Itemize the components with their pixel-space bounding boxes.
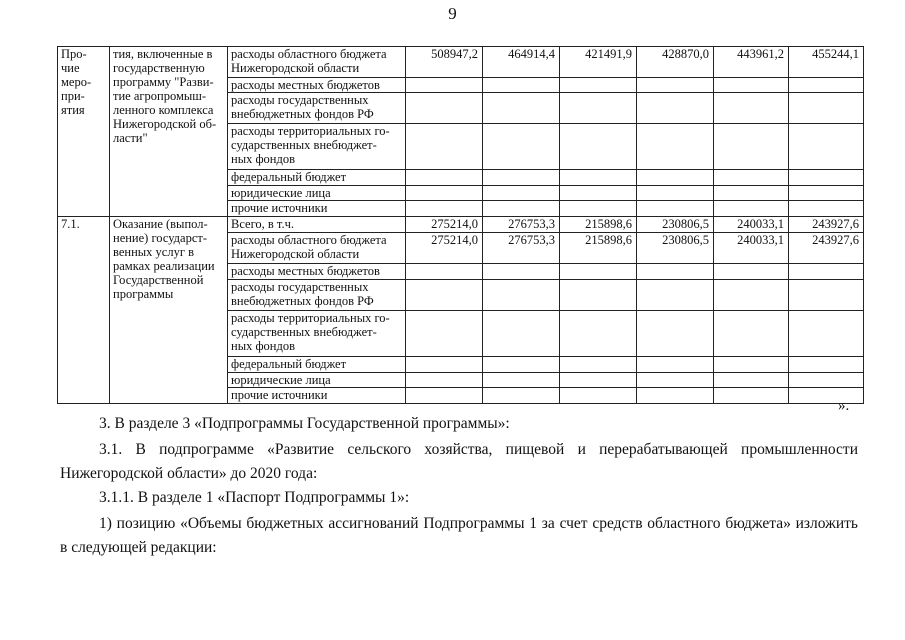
funding-source-cell: юридические лица — [228, 373, 406, 388]
amount-cell — [406, 373, 483, 388]
amount-cell — [483, 78, 560, 93]
amount-cell — [483, 280, 560, 311]
amount-cell — [789, 373, 864, 388]
amount-cell — [560, 388, 637, 404]
amount-cell — [789, 93, 864, 124]
amount-cell — [406, 388, 483, 404]
amount-cell — [714, 280, 789, 311]
amount-cell: 275214,0 — [406, 233, 483, 264]
funding-source-cell: расходы территориальных го- сударственных внебюджет- ных фондов — [228, 124, 406, 170]
funding-source-cell: расходы областного бюджета Нижегородской области — [228, 47, 406, 78]
amount-cell — [406, 78, 483, 93]
amount-cell — [789, 186, 864, 201]
amount-cell — [637, 186, 714, 201]
amount-cell — [789, 357, 864, 373]
amount-cell — [714, 311, 789, 357]
amount-cell — [406, 264, 483, 280]
funding-source-cell: расходы местных бюджетов — [228, 78, 406, 93]
funding-source-cell: расходы территориальных го- сударственных внебюджет- ных фондов — [228, 311, 406, 357]
amount-cell — [789, 388, 864, 404]
amount-cell — [789, 264, 864, 280]
amount-cell — [637, 93, 714, 124]
amount-cell: 243927,6 — [789, 217, 864, 233]
amount-cell: 215898,6 — [560, 233, 637, 264]
page-number: 9 — [448, 4, 457, 23]
funding-source-cell: федеральный бюджет — [228, 170, 406, 186]
amount-cell — [560, 78, 637, 93]
amount-cell — [714, 388, 789, 404]
amount-cell — [789, 280, 864, 311]
amount-cell — [483, 373, 560, 388]
amount-cell — [789, 170, 864, 186]
funding-source-cell: прочие источники — [228, 388, 406, 404]
budget-table — [57, 46, 864, 404]
funding-source-cell: федеральный бюджет — [228, 357, 406, 373]
amount-cell: 240033,1 — [714, 233, 789, 264]
amount-cell — [406, 357, 483, 373]
item-number-cell: Про- чие меро- при- ятия — [58, 47, 110, 217]
amount-cell: 240033,1 — [714, 217, 789, 233]
amount-cell — [406, 93, 483, 124]
amount-cell — [789, 78, 864, 93]
table-end-mark: ». — [838, 398, 850, 414]
amount-cell: 455244,1 — [789, 47, 864, 78]
amount-cell — [637, 124, 714, 170]
item-name-cell: тия, включенные в государственную программу "Разви- тие агропромыш- ленного комплекса Нижегородской об- ласти" — [110, 47, 228, 217]
amount-cell — [714, 201, 789, 217]
paragraph-subprogram: 3.1. В подпрограмме «Развитие сельского хозяйства, пищевой и перерабатывающей промышленности Нижегородской области» до 2020 года: — [60, 441, 858, 482]
amount-cell — [483, 124, 560, 170]
amount-cell — [637, 311, 714, 357]
amount-cell — [637, 170, 714, 186]
amount-cell — [560, 186, 637, 201]
amount-cell — [714, 124, 789, 170]
amount-cell — [406, 311, 483, 357]
amount-cell — [637, 201, 714, 217]
amount-cell — [483, 357, 560, 373]
amount-cell — [637, 357, 714, 373]
amount-cell — [483, 93, 560, 124]
amount-cell: 464914,4 — [483, 47, 560, 78]
amount-cell — [714, 373, 789, 388]
amount-cell — [560, 373, 637, 388]
funding-source-cell: Всего, в т.ч. — [228, 217, 406, 233]
amount-cell — [560, 280, 637, 311]
funding-source-cell: расходы государственных внебюджетных фондов РФ — [228, 280, 406, 311]
amount-cell — [483, 264, 560, 280]
amount-cell: 215898,6 — [560, 217, 637, 233]
amount-cell — [406, 280, 483, 311]
amount-cell — [560, 311, 637, 357]
amount-cell: 428870,0 — [637, 47, 714, 78]
amount-cell — [714, 357, 789, 373]
amount-cell — [406, 124, 483, 170]
amount-cell: 443961,2 — [714, 47, 789, 78]
amount-cell — [560, 170, 637, 186]
amount-cell — [560, 201, 637, 217]
item-number-cell: 7.1. — [58, 217, 110, 404]
amount-cell — [483, 388, 560, 404]
amount-cell — [406, 186, 483, 201]
amount-cell — [560, 264, 637, 280]
funding-source-cell: прочие источники — [228, 201, 406, 217]
amount-cell — [483, 311, 560, 357]
amount-cell: 230806,5 — [637, 233, 714, 264]
amount-cell — [406, 170, 483, 186]
amount-cell — [637, 373, 714, 388]
paragraph-position: 1) позицию «Объемы бюджетных ассигнований Подпрограммы 1 за счет средств областного бюджета» изложить в следующей редакции: — [60, 515, 858, 556]
amount-cell — [560, 357, 637, 373]
amount-cell — [789, 201, 864, 217]
paragraph-section-3: 3. В разделе 3 «Подпрограммы Государственной программы»: — [99, 415, 510, 432]
amount-cell — [714, 93, 789, 124]
amount-cell: 275214,0 — [406, 217, 483, 233]
amount-cell: 276753,3 — [483, 217, 560, 233]
amount-cell — [483, 186, 560, 201]
amount-cell — [406, 201, 483, 217]
amount-cell — [637, 264, 714, 280]
amount-cell — [637, 280, 714, 311]
item-name-cell: Оказание (выпол- нение) государст- венных услуг в рамках реализации Государственной программы — [110, 217, 228, 404]
funding-source-cell: расходы государственных внебюджетных фондов РФ — [228, 93, 406, 124]
amount-cell — [483, 170, 560, 186]
funding-source-cell: расходы областного бюджета Нижегородской области — [228, 233, 406, 264]
table-row — [58, 217, 864, 233]
amount-cell: 276753,3 — [483, 233, 560, 264]
amount-cell — [637, 388, 714, 404]
amount-cell — [483, 201, 560, 217]
amount-cell — [789, 311, 864, 357]
amount-cell — [637, 78, 714, 93]
amount-cell — [714, 170, 789, 186]
funding-source-cell: расходы местных бюджетов — [228, 264, 406, 280]
amount-cell: 230806,5 — [637, 217, 714, 233]
amount-cell — [714, 186, 789, 201]
funding-source-cell: юридические лица — [228, 186, 406, 201]
amount-cell: 508947,2 — [406, 47, 483, 78]
table-row — [58, 47, 864, 78]
amount-cell — [789, 124, 864, 170]
paragraph-passport: 3.1.1. В разделе 1 «Паспорт Подпрограммы 1»: — [99, 489, 410, 506]
amount-cell: 243927,6 — [789, 233, 864, 264]
amount-cell — [714, 264, 789, 280]
amount-cell — [560, 93, 637, 124]
amount-cell — [714, 78, 789, 93]
amount-cell: 421491,9 — [560, 47, 637, 78]
amount-cell — [560, 124, 637, 170]
